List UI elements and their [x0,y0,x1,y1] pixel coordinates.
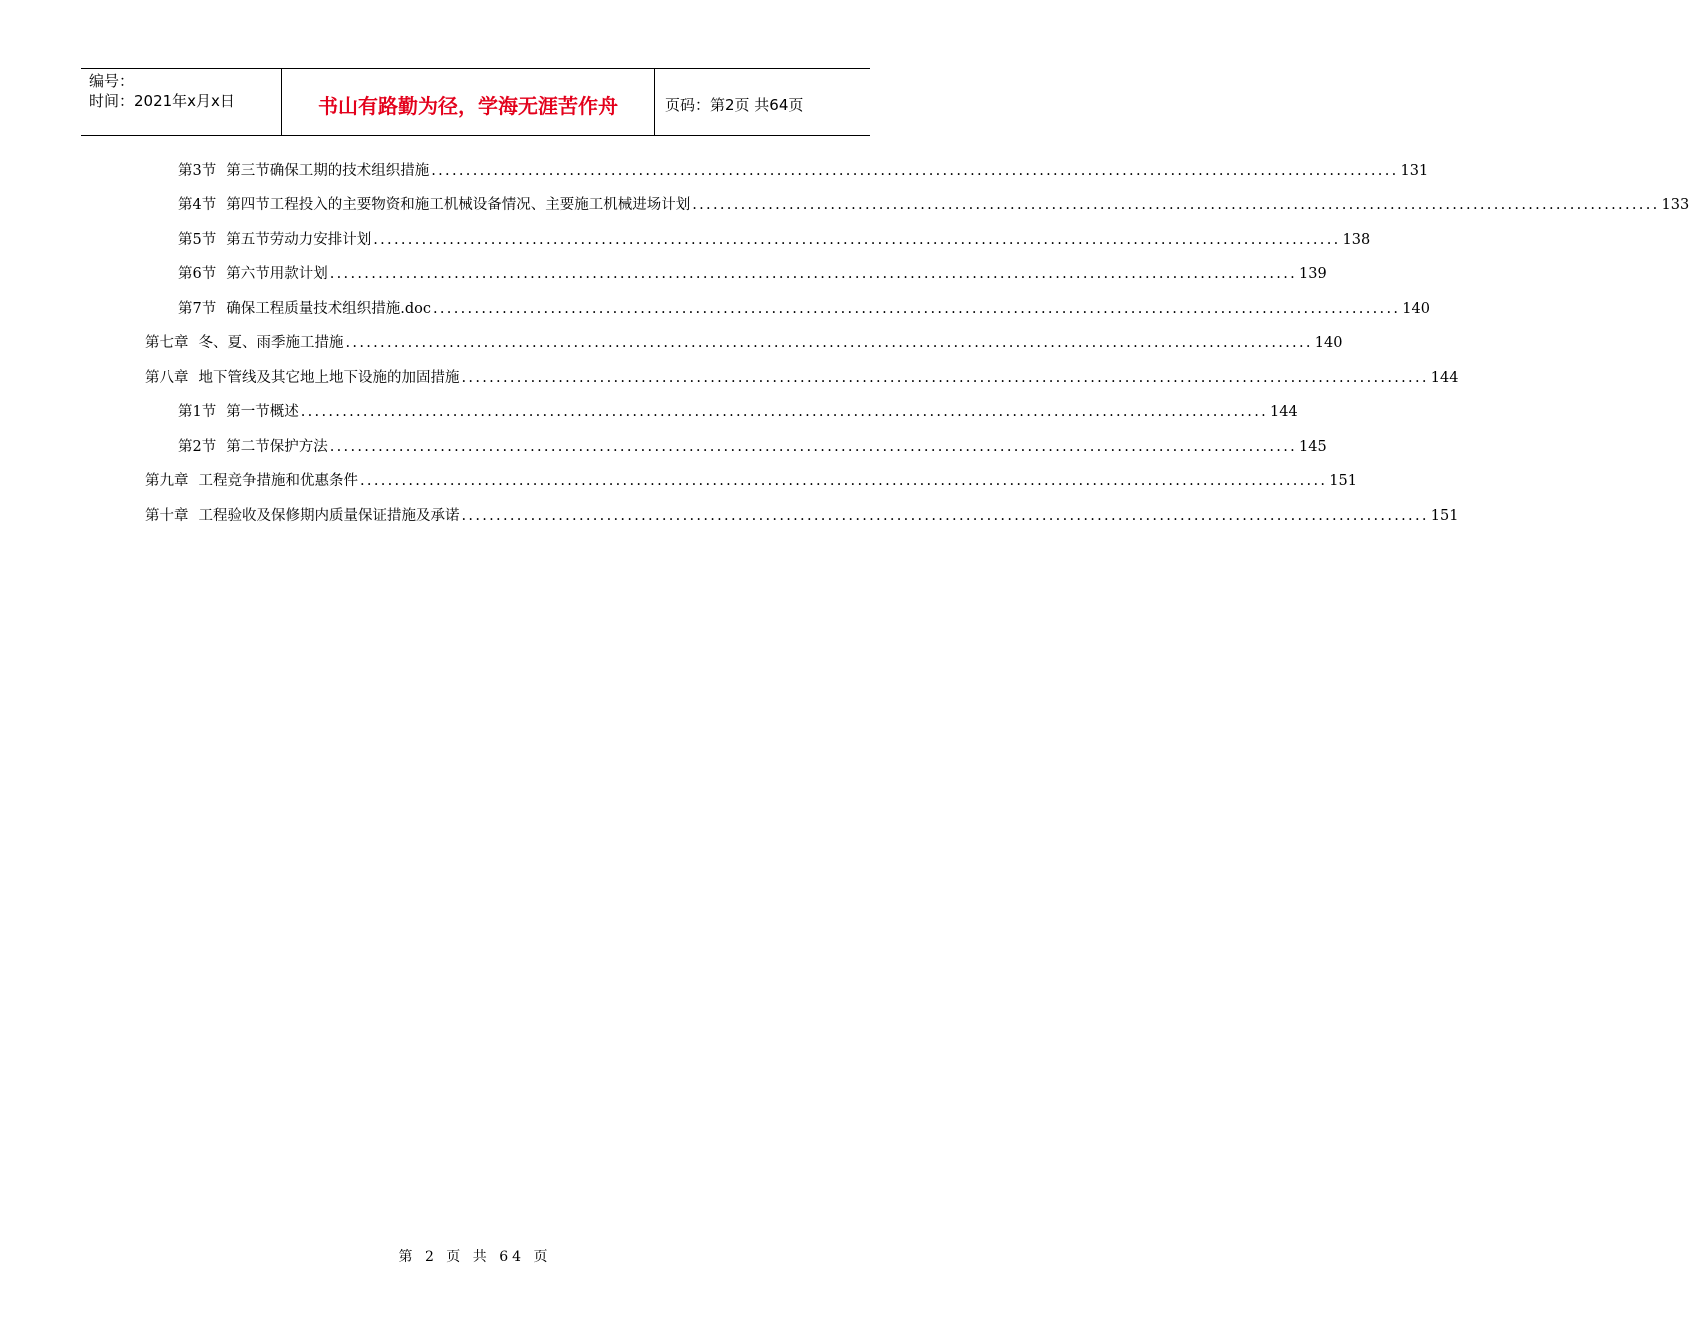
toc-entry[interactable] [178,159,1429,183]
header-meta-cell [81,69,282,135]
toc-entry-title: 第五节劳动力安排计划 [226,232,372,248]
toc-entry-number: 第九章 [145,473,189,489]
toc-entry[interactable] [178,262,1327,286]
toc-entry-page: 139 [1299,266,1327,282]
toc-entry-title: 第一节概述 [226,404,299,420]
toc-leader-dots: ............................................................................................................................................ [461,508,1429,524]
toc-entry-number: 第七章 [145,335,189,351]
toc-entry[interactable] [178,297,1430,321]
toc-entry-title: 冬、夏、雨季施工措施 [198,335,344,351]
toc-entry[interactable] [145,469,1357,493]
toc-entry-page: 140 [1314,335,1343,351]
toc-entry-page: 140 [1402,301,1430,317]
toc-entry-title: 工程验收及保修期内质量保证措施及承诺 [198,508,460,524]
toc-entry-page: 144 [1430,370,1459,386]
toc-entry[interactable] [145,504,1459,528]
toc-entry-number: 第4节 [178,197,217,213]
toc-entry-number: 第1节 [178,404,217,420]
header-page-info: 页码：第2页 共64页 [665,95,804,114]
toc-entry-number: 第十章 [145,508,189,524]
toc-entry[interactable] [178,228,1371,252]
page-footer: 第 2 页 共 64 页 [398,1249,552,1265]
toc-entry-title: 第四节工程投入的主要物资和施工机械设备情况、主要施工机械进场计划 [226,197,691,213]
toc-leader-dots: ............................................................................................................................................ [692,197,1660,213]
toc-entry[interactable] [178,193,1689,217]
toc-entry-number: 第6节 [178,266,217,282]
toc-entry-page: 151 [1329,473,1357,489]
toc-entry-number: 第5节 [178,232,217,248]
toc-entry-number: 第2节 [178,439,217,455]
toc-leader-dots: ............................................................................................................................................ [329,439,1298,455]
toc-leader-dots: ............................................................................................................................................ [461,370,1429,386]
toc-leader-dots: ............................................................................................................................................ [360,473,1328,489]
toc-entry-title: 第二节保护方法 [226,439,328,455]
toc-leader-dots: ............................................................................................................................................ [300,404,1269,420]
toc-entry[interactable] [178,400,1298,424]
toc-leader-dots: ............................................................................................................................................ [345,335,1313,351]
toc-entry-number: 第八章 [145,370,189,386]
toc-entry-title: 确保工程质量技术组织措施.doc [226,301,431,317]
toc-entry-number: 第3节 [178,163,217,179]
toc-entry-page: 138 [1342,232,1371,248]
toc-entry-title: 第三节确保工期的技术组织措施 [226,163,430,179]
toc-entry-page: 145 [1299,439,1327,455]
toc-entry-page: 131 [1400,163,1429,179]
toc-entry-title: 地下管线及其它地上地下设施的加固措施 [198,370,460,386]
toc-leader-dots: ............................................................................................................................................ [431,163,1399,179]
document-date-label: 时间：2021年x月x日 [89,92,235,110]
toc-entry-title: 工程竞争措施和优惠条件 [198,473,358,489]
header-motto: 书山有路勤为径，学海无涯苦作舟 [282,69,655,135]
toc-entry-page: 144 [1270,404,1298,420]
toc-entry-title: 第六节用款计划 [226,266,328,282]
toc-leader-dots: ............................................................................................................................................ [329,266,1298,282]
toc-leader-dots: ............................................................................................................................................ [432,301,1401,317]
toc-entry-page: 133 [1661,197,1689,213]
page-header [81,68,870,136]
document-number-label: 编号： [89,72,135,90]
toc-entry-page: 151 [1430,508,1459,524]
toc-entry[interactable] [145,331,1343,355]
toc-leader-dots: ............................................................................................................................................ [373,232,1341,248]
toc-entry[interactable] [145,366,1459,390]
toc-entry[interactable] [178,435,1327,459]
toc-entry-number: 第7节 [178,301,217,317]
